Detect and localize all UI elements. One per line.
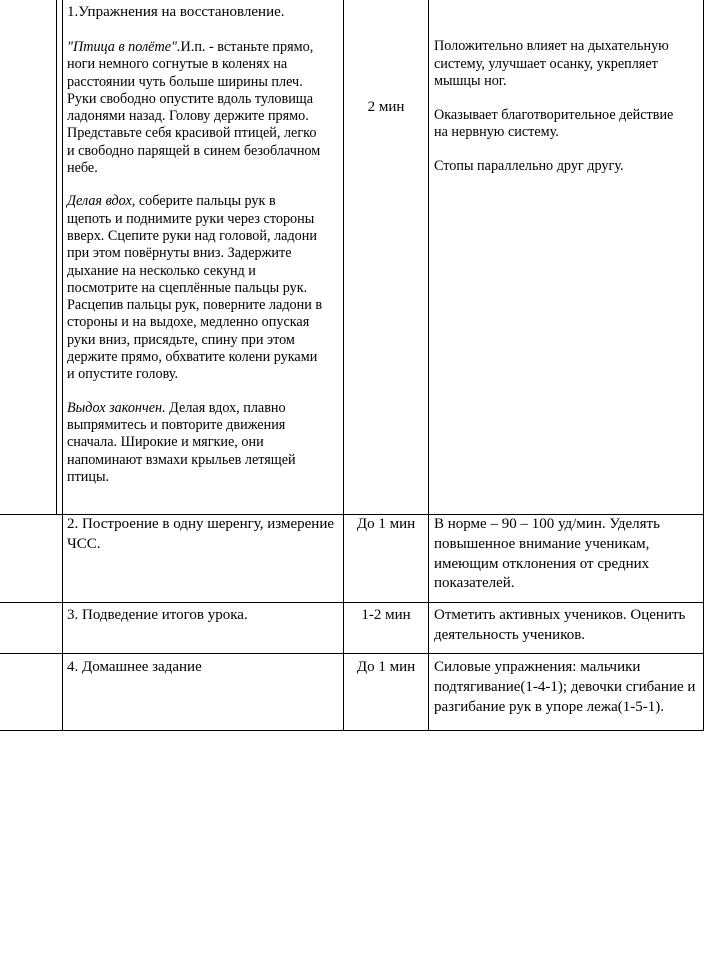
text-line: при этом повёрнуты вниз. Задержите <box>67 245 292 262</box>
text-line: птицы. <box>67 468 110 485</box>
row2-note-cell <box>434 515 702 594</box>
text-line: повышенное внимание ученикам, <box>434 535 650 552</box>
text-line: разгибание рук в упоре лежа(1-5-1). <box>434 698 665 715</box>
text-line: и опустите голову. <box>67 366 179 383</box>
text-line: выпрямитесь и повторите движения <box>67 416 286 433</box>
row1-effect-cell <box>434 38 700 175</box>
text-line: деятельность учеников. <box>434 626 586 643</box>
text-line: Отметить активных учеников. Оценить <box>434 607 686 623</box>
text-line: систему, улучшает осанку, укрепляет <box>434 55 658 72</box>
row1-effect-1 <box>434 38 700 91</box>
text-line: ноги немного согнутые в коленях на <box>67 56 288 73</box>
text-line: ЧСС. <box>67 535 101 552</box>
row3-time: 1-2 мин <box>361 607 411 623</box>
text-line: руки вниз, присядьте, спину при этом <box>67 331 295 348</box>
text-line: Стопы параллельно друг другу. <box>434 157 624 174</box>
text-line: Силовые упражнения: мальчики <box>434 659 641 675</box>
text-line: на нервную систему. <box>434 124 559 140</box>
text-line: Оказывает благотворительное действие <box>434 106 674 123</box>
text-line: ладонями назад. Голову держите прямо. <box>67 108 309 125</box>
row1-exercise-cell <box>67 3 341 486</box>
row2-time: До 1 мин <box>356 516 416 532</box>
row1-paragraph-3 <box>67 400 341 486</box>
text-line: показателей. <box>434 575 515 592</box>
row4-bottom-border <box>0 730 704 731</box>
text-line: 4. Домашнее задание <box>67 659 202 675</box>
row1-paragraph-1 <box>67 39 341 177</box>
text-line: Расцепив пальцы рук, поверните ладони в <box>67 297 323 314</box>
row4-time-cell <box>344 658 428 678</box>
text-line: 2. Построение в одну шеренгу, измерение <box>67 516 335 532</box>
text-line: "Птица в полёте".И.п. - встаньте прямо, <box>67 39 314 55</box>
text-line: дыхание на несколько секунд и <box>67 262 256 279</box>
text-line: Делая вдох, соберите пальцы рук в <box>67 193 276 210</box>
text-line: расстоянии чуть больше ширины плеч. <box>67 73 303 90</box>
text-line: вверх. Сцепите руки над головой, ладони <box>67 227 317 244</box>
row1-effect-2 <box>434 107 700 142</box>
row1-time: 2 мин <box>367 99 405 115</box>
text-line: мышцы ног. <box>434 73 507 89</box>
text-line: подтягивание(1-4-1); девочки сгибание и <box>434 678 696 695</box>
text-line: держите прямо, обхватите колени руками <box>67 349 318 366</box>
row2-bottom-border <box>0 602 704 603</box>
text-line: Руки свободно опустите вдоль туловища <box>67 90 314 107</box>
text-line: В норме – 90 – 100 уд/мин. Уделять <box>434 516 660 532</box>
text-line: имеющим отклонения от средних <box>434 555 650 572</box>
row1-title: 1.Упражнения на восстановление. <box>67 4 285 20</box>
row3-bottom-border <box>0 653 704 654</box>
row3-task-cell <box>67 606 341 626</box>
row4-task-cell <box>67 658 341 678</box>
text-line: 3. Подведение итогов урока. <box>67 607 248 623</box>
row2-task-cell <box>67 515 341 555</box>
text-line: Положительно влияет на дыхательную <box>434 38 669 54</box>
table-border-left <box>56 0 57 514</box>
row1-paragraph-2 <box>67 193 341 383</box>
text-line: небе. <box>67 160 98 177</box>
text-line: посмотрите на сцеплённые пальцы рук. <box>67 279 308 296</box>
row4-time: До 1 мин <box>356 659 416 675</box>
text-line: щепоть и поднимите руки через стороны <box>67 210 315 227</box>
text-line: напоминают взмахи крыльев летящей <box>67 451 296 468</box>
row1-time-cell <box>344 98 428 116</box>
row3-note-cell <box>434 606 702 646</box>
table-border-col1 <box>62 0 63 730</box>
text-line: стороны и на выдохе, медленно опуская <box>67 314 310 331</box>
row3-time-cell <box>344 606 428 626</box>
table-border-col3 <box>428 0 429 730</box>
text-line: сначала. Широкие и мягкие, они <box>67 434 264 451</box>
text-line: Представьте себя красивой птицей, легко <box>67 125 317 142</box>
row1-effect-3 <box>434 158 700 176</box>
text-line: Выдох закончен. Делая вдох, плавно <box>67 399 286 416</box>
row4-note-cell <box>434 658 702 717</box>
row2-time-cell <box>344 515 428 535</box>
text-line: и свободно парящей в синем безоблачном <box>67 142 321 159</box>
